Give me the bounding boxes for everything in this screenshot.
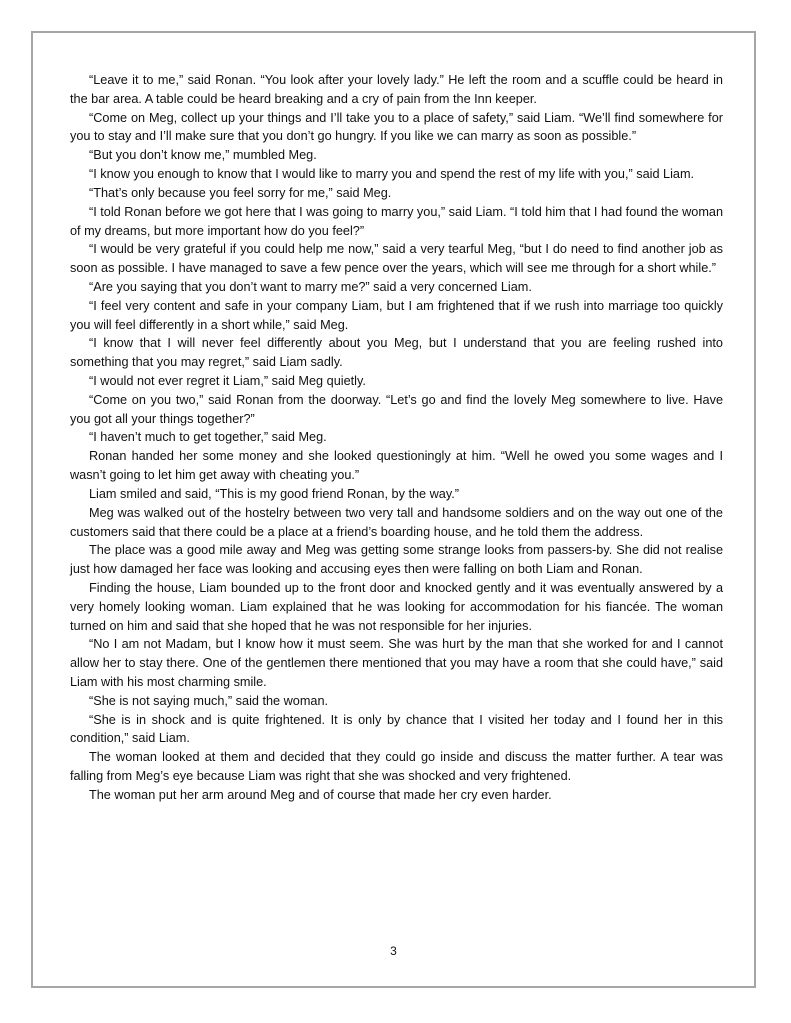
paragraph: “I haven’t much to get together,” said Meg. <box>89 430 327 445</box>
paragraph: The woman looked at them and decided that they could go inside and discuss the matter further. A tear was falling from Meg’s eye because Liam was right that she was shocked and very frightened. <box>70 750 723 784</box>
paragraph: “I told Ronan before we got here that I was going to marry you,” said Liam. “I told him that I had found the woman of my dreams, but more important how do you feel?” <box>70 204 724 238</box>
paragraph: “I would not ever regret it Liam,” said Meg quietly. <box>89 374 366 388</box>
paragraph: “I feel very content and safe in your company Liam, but I am frightened that if we rush into marriage too quickly you will feel differently in a short while,” said Meg. <box>70 298 723 332</box>
page-number: 3 <box>390 944 397 958</box>
paragraph: “I know you enough to know that I would like to marry you and spend the rest of my life with you,” said Liam. <box>89 167 695 182</box>
paragraph: “I know that I will never feel differently about you Meg, but I understand that you are feeling rushed into something that you may regret,” said Liam sadly. <box>70 336 723 370</box>
paragraph: The place was a good mile away and Meg was getting some strange looks from passers-by. She did not realise just how damaged her face was looking and accusing eyes then were falling on both Liam and Ronan. <box>70 543 723 577</box>
paragraph: Ronan handed her some money and she looked questioningly at him. “Well he owed you some wages and I wasn’t going to let him get away with cheating you.” <box>70 449 723 483</box>
paragraph: “I would be very grateful if you could help me now,” said a very tearful Meg, “but I do need to find another job as soon as possible. I have managed to save a few pence over the years, which will see me through for a short while.” <box>70 242 723 276</box>
paragraph: Meg was walked out of the hostelry between two very tall and handsome soldiers and on the way out one of the customers said that there could be a place at a friend’s boarding house, and he told them the address. <box>70 505 723 539</box>
paragraph: Liam smiled and said, “This is my good friend Ronan, by the way.” <box>89 486 459 501</box>
paragraph: “That’s only because you feel sorry for me,” said Meg. <box>89 185 392 200</box>
paragraph: “But you don’t know me,” mumbled Meg. <box>89 148 317 163</box>
paragraph: “No I am not Madam, but I know how it must seem. She was hurt by the man that she worked for and I cannot allow her to stay there. One of the gentlemen there mentioned that you may have a room that she could have,” said Liam with his most charming smile. <box>70 637 723 689</box>
paragraph: “Come on you two,” said Ronan from the doorway. “Let’s go and find the lovely Meg somewhere to live. Have you got all your things together?” <box>70 392 723 426</box>
paragraph: “Come on Meg, collect up your things and I’ll take you to a place of safety,” said Liam. “We’ll find somewhere for you to stay and I’ll make sure that you don’t go hungry. If you like we can marry as soon as possible.” <box>70 110 723 144</box>
paragraph: “Leave it to me,” said Ronan. “You look after your lovely lady.” He left the room and a scuffle could be heard in the bar area. A table could be heard breaking and a cry of pain from the Inn keeper. <box>70 73 723 106</box>
paragraph: “Are you saying that you don’t want to marry me?” said a very concerned Liam. <box>89 279 532 294</box>
paragraph: Finding the house, Liam bounded up to the front door and knocked gently and it was eventually answered by a very homely looking woman. Liam explained that he was looking for accommodation for his fiancée. The woman turned on him and said that she hoped that he was not responsible for her injuries. <box>70 580 723 633</box>
paragraph: The woman put her arm around Meg and of course that made her cry even harder. <box>89 787 552 802</box>
document-page <box>31 31 756 988</box>
body-text <box>70 71 723 805</box>
paragraph: “She is in shock and is quite frightened. It is only by chance that I visited her today and I found her in this condition,” said Liam. <box>70 712 723 746</box>
paragraph: “She is not saying much,” said the woman. <box>89 693 329 708</box>
